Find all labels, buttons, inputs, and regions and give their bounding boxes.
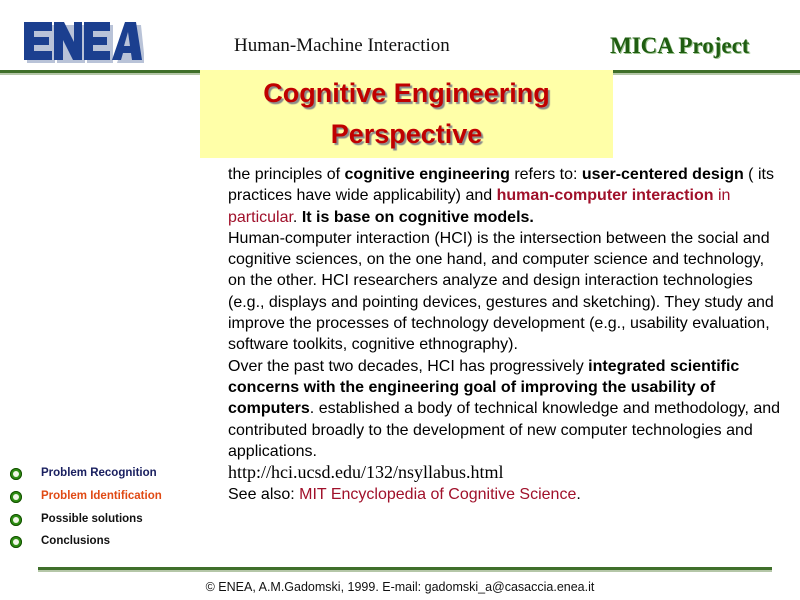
bottom-divider — [38, 567, 772, 572]
text-run: ( its practices have wide applicability) and — [228, 166, 774, 205]
text-run: . — [576, 486, 581, 504]
slide-title-line-1: Cognitive Engineering — [263, 78, 550, 108]
footer-copyright: © ENEA, A.M.Gadomski, 1999. E-mail: gadomski_a@casaccia.enea.it — [205, 580, 595, 594]
url-line — [228, 462, 784, 484]
paragraph-hci-definition: Human-computer interaction (HCI) is the intersection between the social and cognitive sciences, on the one hand, and computer science and technology, on the other. HCI researchers analyze and design interaction technologies (e.g., displays and pointing devices, gestures and sketching). They study and improve the processes of technology development (e.g., usability evaluation, software toolkits, cognitive ethnography). — [228, 229, 774, 354]
text-run-red: in particular — [228, 187, 731, 226]
nav-item-label: Problem Recognition — [41, 467, 157, 479]
text-run: the principles of — [228, 166, 345, 183]
bullet-icon — [10, 536, 22, 548]
see-also-line — [228, 484, 784, 505]
text-run: refers to: — [509, 166, 582, 183]
text-run-bold: user-centered design — [581, 166, 744, 183]
hci-syllabus-link[interactable]: http://hci.ucsd.edu/132/nsyllabus.html — [228, 462, 504, 483]
text-run: . established a body of technical knowledge and methodology, and contributed broadly to the development of new computer technologies and applications. — [228, 400, 781, 460]
hci-highlight: human-computer interaction — [496, 187, 714, 205]
nav-item-label: Problem Identification — [41, 490, 162, 502]
body-text — [228, 164, 784, 506]
see-also-label: See also: — [228, 486, 300, 504]
mit-encyclopedia-link[interactable]: MIT Encyclopedia of Cognitive Science — [299, 486, 577, 504]
nav-item-label: Conclusions — [41, 535, 111, 547]
text-run-bold: integrated scientific concerns with the engineering goal of improving the usability of computers — [228, 357, 740, 418]
project-name: MICA Project — [610, 33, 750, 58]
header-title: Human-Machine Interaction — [234, 35, 450, 56]
text-run-bold: cognitive engineering — [344, 166, 510, 183]
bullet-icon — [10, 468, 22, 480]
slide-title-line-2: Perspective — [330, 119, 483, 149]
paragraph-principles — [228, 164, 784, 228]
slide-title-box — [200, 70, 613, 158]
text-run: Over the past two decades, HCI has progressively — [228, 357, 589, 375]
text-run: . — [292, 208, 302, 226]
bullet-icon — [10, 491, 22, 503]
paragraph-two-decades — [228, 356, 784, 462]
nav-item-label: Possible solutions — [41, 513, 143, 525]
enea-logo — [22, 20, 144, 64]
text-run-bold: It is base on cognitive models. — [301, 208, 534, 226]
bullet-icon — [10, 514, 22, 526]
